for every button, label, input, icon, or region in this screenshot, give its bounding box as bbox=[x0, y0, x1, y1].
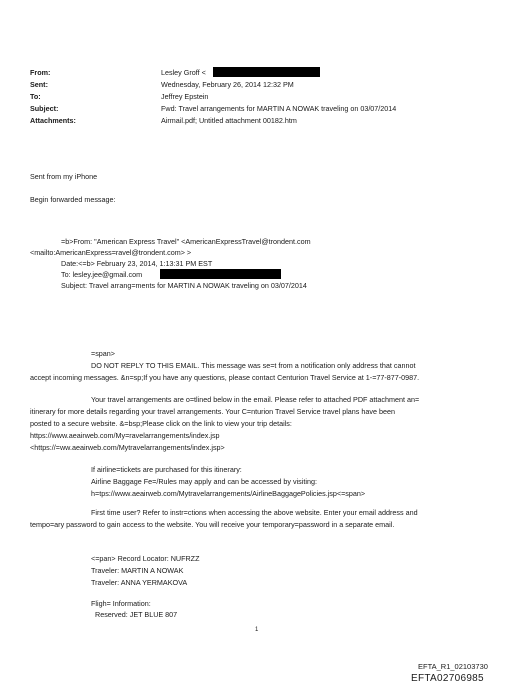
fwd-mailto-line: <mailto:AmericanExpress=ravel@trondent.com> > bbox=[30, 248, 192, 257]
sent-label: Sent: bbox=[30, 80, 48, 89]
fwd-subject-line: Subject: Travel arrang=ments for MARTIN A NOWAK traveling on 03/07/2014 bbox=[61, 281, 307, 290]
record-locator: <=pan> Record Locator: NUFRZZ bbox=[91, 554, 200, 563]
trip-link: <https://=ww.aeairweb.com/Mytravelarrangements/index.jsp> bbox=[30, 443, 225, 452]
paragraph-line: First time user? Refer to instr=ctions when accessing the above website. Enter your email address and bbox=[91, 508, 418, 517]
from-value: Lesley Groff < bbox=[161, 68, 206, 77]
attachments-label: Attachments: bbox=[30, 116, 76, 125]
trip-link: https://www.aeairweb.com/My=ravelarrangements/index.jsp bbox=[30, 431, 220, 440]
traveler-line: Traveler: ANNA YERMAKOVA bbox=[91, 578, 188, 587]
sent-value: Wednesday, February 26, 2014 12:32 PM bbox=[161, 80, 294, 89]
fwd-to-line: To: lesley.jee@gmail.com bbox=[61, 270, 143, 279]
fwd-from-line: =b>From: "American Express Travel" <AmericanExpressTravel@trondent.com bbox=[61, 237, 311, 246]
paragraph-line: tempo=ary password to gain access to the website. You will receive your temporary=password in a separate email. bbox=[30, 520, 395, 529]
traveler-line: Traveler: MARTIN A NOWAK bbox=[91, 566, 184, 575]
subject-value: Fwd: Travel arrangements for MARTIN A NOWAK traveling on 03/07/2014 bbox=[161, 104, 397, 113]
attachments-value: Airmail.pdf; Untitled attachment 00182.htm bbox=[161, 116, 297, 125]
paragraph-line: If airline=tickets are purchased for this itinerary: bbox=[91, 465, 242, 474]
baggage-link: h=tps://www.aeairweb.com/Mytravelarrangements/AirlineBaggagePolicies.jsp<=span> bbox=[91, 489, 366, 498]
redaction-box bbox=[160, 269, 281, 279]
paragraph-line: Your travel arrangements are o=tlined below in the email. Please refer to attached PDF attachment an= bbox=[91, 395, 420, 404]
paragraph-line: itinerary for more details regarding your travel arrangements. Your C=nturion Travel Service travel plans have been bbox=[30, 407, 395, 416]
redaction-box bbox=[213, 67, 320, 77]
span-tag-line: =span> bbox=[91, 349, 115, 358]
document-id: EFTA_R1_02103730 bbox=[418, 662, 488, 671]
to-value: Jeffrey Epstein bbox=[161, 92, 209, 101]
document-id: EFTA02706985 bbox=[411, 673, 484, 684]
paragraph-line: posted to a secure website. &=bsp;Please click on the link to view your trip details: bbox=[30, 419, 292, 428]
subject-label: Subject: bbox=[30, 104, 59, 113]
fwd-date-line: Date:<=b> February 23, 2014, 1:13:31 PM EST bbox=[61, 259, 213, 268]
to-label: To: bbox=[30, 92, 41, 101]
from-label: From: bbox=[30, 68, 51, 77]
sent-from-line: Sent from my iPhone bbox=[30, 172, 98, 181]
dnr-line: DO NOT REPLY TO THIS EMAIL. This message was se=t from a notification only address that cannot bbox=[91, 361, 416, 370]
flight-info-heading: Fligh= Information: bbox=[91, 599, 151, 608]
page-number: 1 bbox=[255, 627, 259, 633]
reserved-line: Reserved: JET BLUE 807 bbox=[95, 610, 178, 619]
paragraph-line: Airline Baggage Fe=/Rules may apply and can be accessed by visiting: bbox=[91, 477, 317, 486]
dnr-line: accept incoming messages. &n=sp;If you have any questions, please contact Centurion Travel Service at 1-=77-877-0987. bbox=[30, 373, 420, 382]
begin-forwarded-line: Begin forwarded message: bbox=[30, 195, 116, 204]
